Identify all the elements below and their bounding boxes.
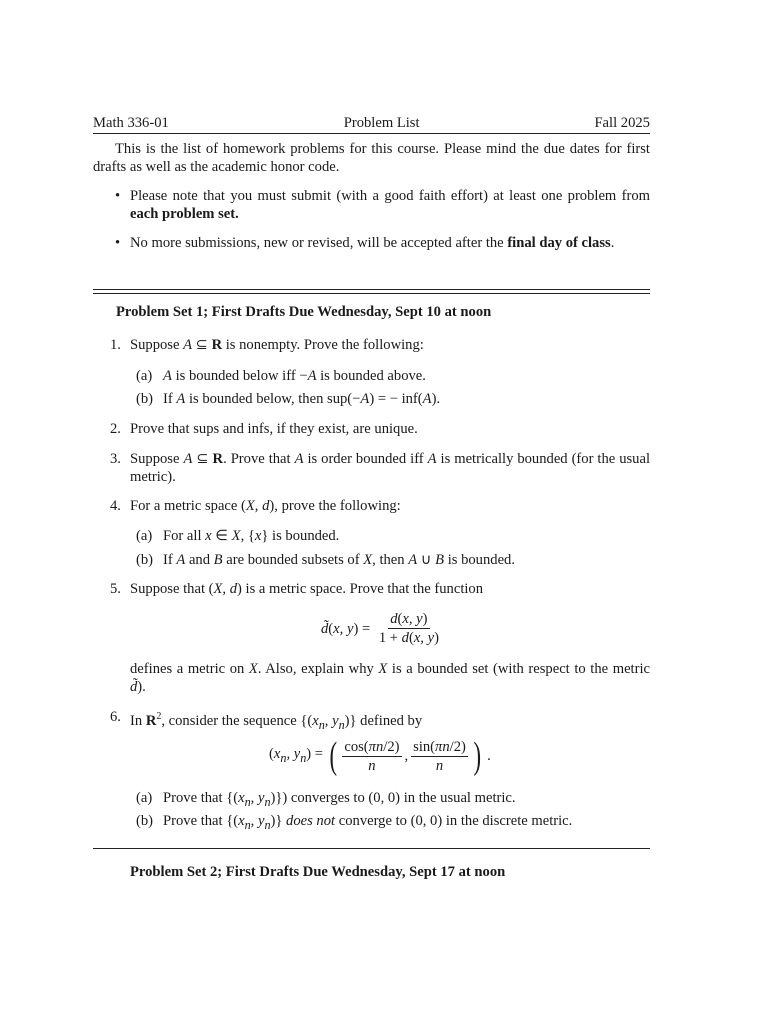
notes-list bbox=[93, 187, 650, 263]
section-divider-double bbox=[93, 289, 650, 294]
problem-5-text: Suppose that (X, d) is a metric space. Prove that the function bbox=[130, 581, 484, 597]
section-divider bbox=[93, 848, 650, 849]
problem-set-2-title: Problem Set 2; First Drafts Due Wednesday, Sept 17 at noon bbox=[130, 864, 506, 880]
problem-1b: (b) If A is bounded below, then sup(−A) = − inf(A). bbox=[136, 391, 441, 407]
problem-2-text: Prove that sups and infs, if they exist, are unique. bbox=[130, 421, 418, 437]
problem-4b: (b) If A and B are bounded subsets of X, then A ∪ B is bounded. bbox=[136, 552, 516, 568]
course-label: Math 336-01 bbox=[93, 115, 169, 131]
problem-set-1-title: Problem Set 1; First Drafts Due Wednesday, Sept 10 at noon bbox=[116, 304, 492, 320]
term-label: Fall 2025 bbox=[594, 115, 650, 131]
note-item: • Please note that you must submit (with a good faith effort) at least one problem from each problem set. bbox=[115, 188, 650, 222]
problem-6a: (a) Prove that {($x_n$, $y_n$)}) converges to (0, 0) in the usual metric. bbox=[136, 790, 516, 809]
bullet-icon: • bbox=[115, 235, 121, 251]
metric-equation: d̃(x, y) = $\frac{d(x, y)}{1 + d(x, y)}$ bbox=[321, 611, 439, 646]
problem-3-text: Suppose A ⊆ R. Prove that A is order bounded iff A is metrically bounded (for the usual metric). bbox=[130, 451, 651, 485]
bullet-icon: • bbox=[115, 188, 121, 204]
problem-1-text: Suppose A ⊆ R is nonempty. Prove the following: bbox=[130, 337, 424, 353]
problem-6b: (b) Prove that {($x_n$, $y_n$)} does not converge to (0, 0) in the discrete metric. bbox=[136, 813, 573, 832]
problem-6-text: In $R^2$, consider the sequence {($x_n$, $y_n$)} defined by bbox=[130, 711, 423, 732]
problem-1a: (a) A is bounded below iff −A is bounded above. bbox=[136, 368, 426, 384]
problem-4a: (a) For all x ∈ X, {x} is bounded. bbox=[136, 528, 340, 544]
document-title: Problem List bbox=[343, 115, 420, 131]
page-header bbox=[93, 114, 650, 134]
intro-paragraph: This is the list of homework problems for this course. Please mind the due dates for first drafts as well as the academic honor code. bbox=[93, 141, 650, 175]
note-item: • No more submissions, new or revised, will be accepted after the final day of class. bbox=[115, 235, 615, 251]
problem-4-text: For a metric space (X, d), prove the following: bbox=[130, 498, 401, 514]
sequence-equation: ($x_n$, $y_n$) = ( $\frac{\cos(\pi n/2)}{n}$ , $\frac{\sin(\pi n/2)}{n}$ ) . bbox=[269, 735, 491, 777]
